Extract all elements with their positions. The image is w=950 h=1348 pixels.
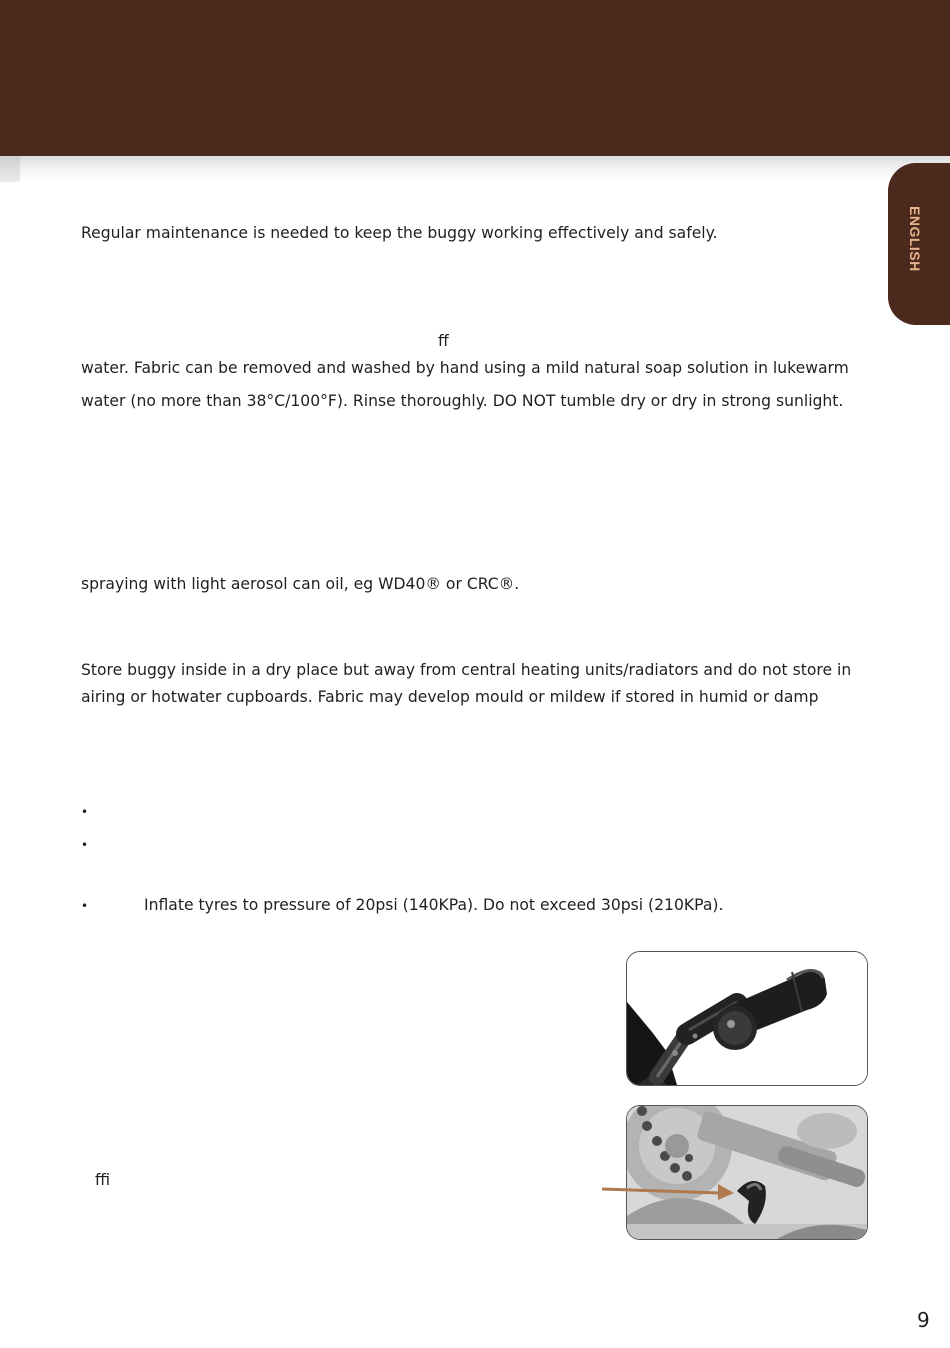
header-band bbox=[0, 0, 950, 156]
wheel-text-fragment: ffi bbox=[95, 1171, 111, 1189]
cleaning-line-1: water. Fabric can be removed and washed by hand using a mild natural soap solution in lukewarm bbox=[81, 359, 849, 377]
page-number: 9 bbox=[917, 1308, 930, 1332]
cleaning-heading-fragment: ff bbox=[438, 332, 449, 350]
tyre-pressure-text: Inflate tyres to pressure of 20psi (140KPa). Do not exceed 30psi (210KPa). bbox=[144, 896, 724, 914]
storage-line-2: airing or hotwater cupboards. Fabric may develop mould or mildew if stored in humid or damp bbox=[81, 688, 819, 706]
handle-hinge-illustration bbox=[627, 952, 867, 1085]
bullet-marker: • bbox=[81, 899, 89, 913]
wheel-axle-illustration bbox=[627, 1106, 867, 1239]
header-shadow-edge bbox=[0, 156, 20, 182]
storage-line-1: Store buggy inside in a dry place but away from central heating units/radiators and do not store in bbox=[81, 661, 852, 679]
wheel-axle-photo bbox=[626, 1105, 868, 1240]
language-tab-label: ENGLISH bbox=[907, 206, 923, 272]
header-shadow bbox=[0, 156, 950, 182]
intro-paragraph: Regular maintenance is needed to keep the buggy working effectively and safely. bbox=[81, 224, 718, 242]
bullet-marker: • bbox=[81, 805, 89, 819]
bullet-marker: • bbox=[81, 838, 89, 852]
lubrication-paragraph: spraying with light aerosol can oil, eg WD40® or CRC®. bbox=[81, 575, 520, 593]
arrow-icon bbox=[602, 1178, 742, 1200]
handle-hinge-photo bbox=[626, 951, 868, 1086]
cleaning-line-2: water (no more than 38°C/100°F). Rinse thoroughly. DO NOT tumble dry or dry in strong sunlight. bbox=[81, 392, 844, 410]
